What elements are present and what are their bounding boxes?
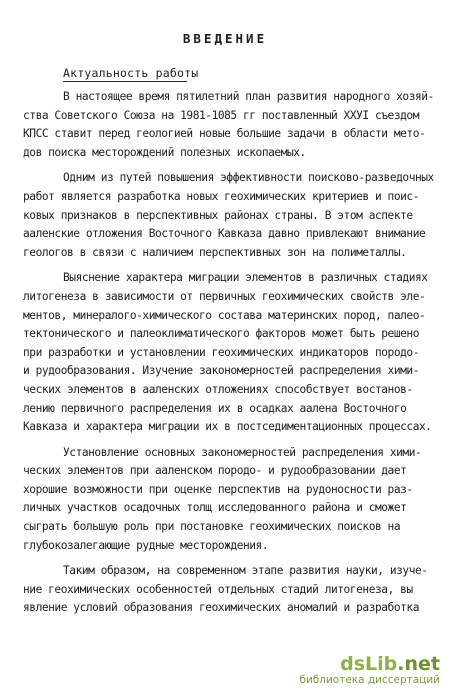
text-line: ментов, минералого-химического состава материнских пород, палео- [23, 308, 426, 322]
section-heading [63, 66, 198, 82]
watermark-logo-suffix: .net [397, 653, 440, 675]
paragraph [23, 562, 437, 618]
text-line: КПСС ставит перед геологией новые большие задачи в области мето- [23, 127, 426, 141]
paragraph [23, 269, 437, 436]
text-line: ковых признаков в перспективных районах страны. В этом аспекте [23, 208, 413, 222]
text-line: ние геохимических особенностей отдельных стадий литогенеза, вы [23, 582, 413, 596]
text-line: Таким образом, на современном этапе развития науки, изуче- [63, 564, 428, 578]
text-line: ааленские отложения Восточного Кавказа давно привлекают внимание [23, 227, 426, 241]
paragraph [23, 88, 437, 162]
text-line: при разработки и установлении геохимических индикаторов породо- [23, 345, 419, 359]
text-line: и рудообразования. Изучение закономерностей распределения хими- [23, 364, 419, 378]
text-line: ства Советского Союза на 1981-1085 гг поставленный XXУI съездом [23, 108, 419, 122]
body-text [23, 88, 437, 625]
heading-underline [63, 81, 187, 82]
text-line: работ является разработка новых геохимических критериев и поис- [23, 189, 419, 203]
text-line: сыграть большую роль при постановке геохимических поисков на [23, 520, 401, 534]
text-line: ческих элементов в ааленских отложениях способствует востанов- [23, 382, 413, 396]
text-line: глубокозалегающие рудные месторождения. [23, 538, 269, 552]
text-line: В настоящее время пятилетний план развития народного хозяй- [63, 90, 434, 103]
watermark [299, 654, 440, 686]
text-line: Выяснение характера миграции элементов в различных стадиях [63, 271, 428, 285]
section-heading-text: Актуальность работы [63, 66, 199, 80]
text-line: дов поиска месторождений полезных ископаемых. [23, 145, 306, 159]
paragraph [23, 169, 437, 262]
text-line: Установление основных закономерностей распределения хими- [63, 445, 422, 459]
text-line: геологов в связи с наличием перспективных зон на полиметаллы. [23, 245, 407, 259]
text-line: лению первичного распределения их в осадках аалена Восточного [23, 401, 407, 415]
text-line: Кавказа и характера миграции их в постседиментационных процессах. [23, 420, 432, 434]
text-line: ческих элементов при ааленском породо- и рудообразовании дает [23, 464, 407, 478]
watermark-logo [299, 654, 440, 674]
text-line: Одним из путей повышения эффективности поисково-разведочных [63, 171, 434, 185]
text-line: личных участков осадочных толщ исследованного района и сможет [23, 501, 407, 515]
paragraph [23, 444, 437, 556]
watermark-logo-main: dsLib [340, 653, 398, 675]
page-title: ВВЕДЕНИЕ [182, 31, 268, 46]
text-line: явление условий образования геохимических аномалий и разработка [23, 601, 419, 615]
text-line: литогенеза в зависимости от первичных геохимических свойств эле- [23, 289, 426, 303]
text-line: тектонического и палеоклиматического факторов может быть решено [23, 327, 419, 341]
watermark-subtitle: библиотека диссертаций [299, 674, 440, 686]
text-line: хорошие возможности при оценке перспектив на рудоносности раз- [23, 482, 413, 496]
